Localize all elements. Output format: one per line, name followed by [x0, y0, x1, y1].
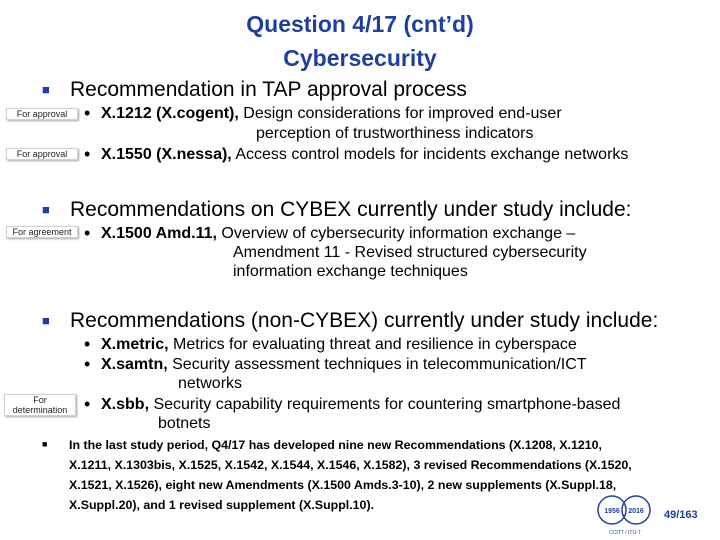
rec-code: X.sbb,: [101, 396, 150, 413]
section3-item-2: [101, 356, 587, 374]
section1-item-1-cont: perception of trustworthiness indicators: [256, 125, 534, 142]
section2-item-cont-1: Amendment 11 - Revised structured cybersecurity: [233, 244, 587, 261]
section1-heading: Recommendation in TAP approval process: [70, 78, 467, 101]
note-line-1: In the last study period, Q4/17 has developed nine new Recommendations (X.1208, X.1210,: [69, 438, 602, 452]
bullet-icon: •: [84, 223, 91, 243]
section3-heading: Recommendations (non-CYBEX) currently under study include:: [70, 309, 659, 332]
bullet-icon: •: [84, 354, 91, 374]
square-bullet-icon: ■: [42, 202, 50, 217]
itu-anniversary-logo: [596, 492, 654, 536]
square-bullet-icon: ■: [42, 82, 50, 97]
section3-item-3-cont: botnets: [158, 415, 211, 432]
tag-for-approval-2: For approval: [6, 148, 78, 160]
rec-text: Design considerations for improved end-user: [238, 105, 562, 122]
title-line-1: Question 4/17 (cnt’d): [246, 11, 474, 37]
rec-code: X.1550 (X.nessa),: [101, 146, 232, 163]
section1-item-2: [101, 146, 628, 164]
logo-year-left: 1956: [604, 508, 620, 515]
title-line-2: Cybersecurity: [283, 45, 437, 71]
rec-code: X.metric,: [101, 336, 169, 353]
rec-text: Metrics for evaluating threat and resilience in cyberspace: [168, 336, 577, 353]
section2-heading: Recommendations on CYBEX currently under study include:: [70, 198, 632, 221]
section2-item: [101, 225, 575, 243]
page-number: 49/163: [664, 509, 698, 521]
section3-item-3: [101, 396, 620, 414]
logo-year-right: 2016: [628, 508, 644, 515]
bullet-icon: •: [84, 334, 91, 354]
square-bullet-icon: ■: [42, 313, 50, 328]
rec-code: X.1500 Amd.11,: [101, 225, 217, 242]
rec-code: X.samtn,: [101, 356, 168, 373]
note-line-3: X.1521, X.1526), eight new Amendments (X.1500 Amds.3-10), 2 new supplements (X.Suppl.18,: [69, 478, 617, 492]
tag-for-approval-1: For approval: [6, 108, 78, 120]
rec-text: Access control models for incidents exchange networks: [231, 146, 629, 163]
rec-code: X.1212 (X.cogent),: [101, 105, 239, 122]
note-line-4: X.Suppl.20), and 1 revised supplement (X.Suppl.10).: [69, 498, 375, 512]
bullet-icon: •: [84, 144, 91, 164]
rec-text: Overview of cybersecurity information exchange –: [216, 225, 576, 242]
note-line-2: X.1211, X.1303bis, X.1525, X.1542, X.1544, X.1546, X.1582), 3 revised Recommendations (X.1520,: [69, 458, 632, 472]
square-bullet-icon: ■: [42, 439, 48, 449]
tag-for-determination: For determination: [4, 394, 76, 416]
section1-item-1: [101, 105, 562, 123]
bullet-icon: •: [84, 394, 91, 414]
tag-for-agreement: For agreement: [6, 226, 78, 238]
bullet-icon: •: [84, 103, 91, 123]
section3-item-1: [101, 336, 577, 354]
section3-item-2-cont: networks: [178, 375, 243, 392]
section2-item-cont-2: information exchange techniques: [233, 263, 468, 280]
rec-text: Security capability requirements for countering smartphone-based: [149, 396, 621, 413]
logo-caption: CCITT / ITU-T: [609, 530, 641, 536]
rec-text: Security assessment techniques in telecommunication/ICT: [167, 356, 587, 373]
